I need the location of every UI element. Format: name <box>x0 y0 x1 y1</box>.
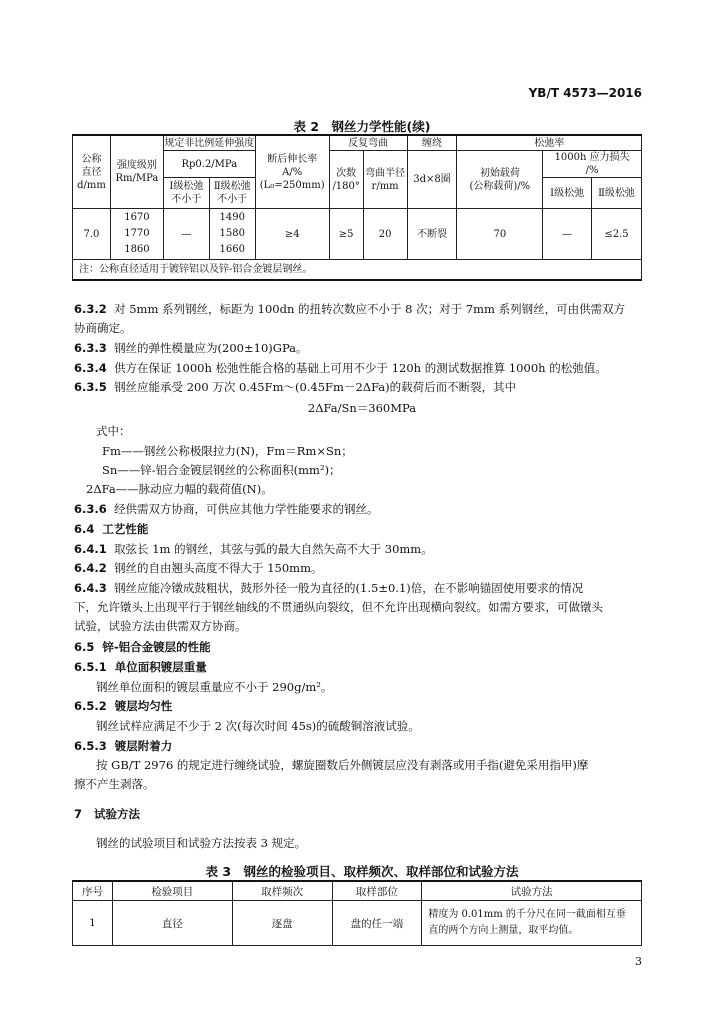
col-method: 试验方法 <box>422 881 642 901</box>
section-6-3-2-cont: 协商确定。 <box>74 321 132 335</box>
section-6-4-3-cont1: 下，允许镦头上出现平行于钢丝轴线的不贯通纵向裂纹，但不允许出现横向裂纹。如需方要求，可做镦头 <box>74 600 603 614</box>
yield-symbol: Rp0.2/MPa <box>163 151 255 178</box>
col-relaxation: 松弛率 <box>457 135 642 151</box>
col-bending: 反复弯曲 <box>329 135 407 151</box>
standard-number: YB/T 4573—2016 <box>528 86 642 100</box>
definition-fm: Fm——钢丝公称极限拉力(N)，Fm＝Rm×Sn； <box>102 444 353 458</box>
section-6-3-2: 6.3.2 对 5mm 系列钢丝，标距为 100dn 的扭转次数应不小于 8 次；对于 7mm 系列钢丝，可由供需双方 <box>74 302 626 316</box>
section-6-5-2-heading: 6.5.2 镀层均匀性 <box>74 699 173 713</box>
col-yield-strength: 规定非比例延伸强度 <box>163 135 255 151</box>
col-yield-class2: Ⅱ级松弛 不小于 <box>209 178 255 209</box>
col-loss-class1: Ⅰ级松弛 <box>543 178 592 209</box>
col-location: 取样部位 <box>332 881 422 901</box>
section-7-body: 钢丝的试验项目和试验方法按表 3 规定。 <box>96 836 307 850</box>
col-yield-class1: Ⅰ级松弛 不小于 <box>163 178 209 209</box>
formula: 2ΔFa/Sn＝360MPa <box>307 401 417 415</box>
table2-caption: 表 2 钢丝力学性能(续) <box>293 119 431 134</box>
table3 <box>72 880 642 946</box>
section-7-heading: 7 试验方法 <box>74 807 141 821</box>
section-6-4-3: 6.4.3 钢丝应能冷镦成鼓粗状，鼓形外径一般为直径的(1.5±0.1)倍，在不影响锚固使用要求的情况 <box>74 581 584 595</box>
section-6-3-5: 6.3.5 钢丝应能承受 200 万次 0.45Fm～(0.45Fm－2ΔFa)的载荷后而不断裂，其中 <box>74 380 517 394</box>
page-number: 3 <box>635 955 642 968</box>
section-6-4-heading: 6.4 工艺性能 <box>74 522 149 536</box>
col-elongation: 断后伸长率 A/% (L₀=250mm) <box>255 135 329 209</box>
table2 <box>72 134 642 281</box>
section-6-4-1: 6.4.1 取弦长 1m 的钢丝，其弦与弧的最大自然矢高不大于 30mm。 <box>74 542 433 556</box>
definition-2dfa: 2ΔFa——脉动应力幅的载荷值(N)。 <box>86 482 273 496</box>
section-6-4-2: 6.4.2 钢丝的自由翘头高度不得大于 150mm。 <box>74 561 323 575</box>
section-6-5-3-cont: 擦不产生剥落。 <box>74 777 155 791</box>
col-loss-class2: Ⅱ级松弛 <box>592 178 642 209</box>
col-frequency: 取样频次 <box>232 881 332 901</box>
col-loss-1000h: 1000h 应力损失 /% <box>543 151 642 178</box>
table-row: 1 直径 逐盘 盘的任一端 精度为 0.01mm 的千分尺在同一截面相互垂 直的两个方向上测量，取平均值。 <box>73 901 642 946</box>
section-6-3-6: 6.3.6 经供需双方协商，可供应其他力学性能要求的钢丝。 <box>74 502 379 516</box>
col-item: 检验项目 <box>112 881 232 901</box>
section-6-5-3-heading: 6.5.3 镀层附着力 <box>74 739 173 753</box>
section-6-5-1-body: 钢丝单位面积的镀层重量应不小于 290g/m²。 <box>96 680 333 694</box>
section-6-3-3: 6.3.3 钢丝的弹性模量应为(200±10)GPa。 <box>74 341 308 355</box>
col-bend-radius: 弯曲半径 r/mm <box>363 151 407 209</box>
section-6-5-heading: 6.5 锌-铝合金镀层的性能 <box>74 640 211 654</box>
col-wrapping: 缠绕 <box>407 135 457 151</box>
section-6-5-2-body: 钢丝试样应满足不少于 2 次(每次时间 45s)的硫酸铜溶液试验。 <box>96 719 420 733</box>
col-bend-count: 次数 /180° <box>329 151 363 209</box>
where-label: 式中： <box>96 424 131 438</box>
section-6-3-4: 6.3.4 供方在保证 1000h 松弛性能合格的基础上可用不少于 120h 的测试数据推算 1000h 的松弛值。 <box>74 361 607 375</box>
table2-note: 注：公称直径适用于镀锌铝以及锌-铝合金镀层钢丝。 <box>73 260 642 281</box>
definition-sn: Sn——锌-铝合金镀层钢丝的公称面积(mm²)； <box>102 463 341 477</box>
table3-caption: 表 3 钢丝的检验项目、取样频次、取样部位和试验方法 <box>205 864 519 879</box>
col-sequence: 序号 <box>73 881 113 901</box>
section-6-4-3-cont2: 试验，试验方法由供需双方协商。 <box>74 619 247 633</box>
col-nominal-diameter: 公称 直径 d/mm <box>73 135 111 209</box>
section-6-5-3-body: 按 GB/T 2976 的规定进行缠绕试验，螺旋圈数后外侧镀层应没有剥落或用手指(避免采用指甲)摩 <box>96 758 589 772</box>
section-6-5-1-heading: 6.5.1 单位面积镀层重量 <box>74 660 207 674</box>
col-initial-load: 初始载荷 (公称载荷)/% <box>457 151 543 209</box>
col-strength-grade: 强度级别 Rm/MPa <box>110 135 163 209</box>
col-wrapping-spec: 3d×8圈 <box>407 151 457 209</box>
table-row: 7.0 1670 1770 1860 — 1490 1580 1660 ≥4 ≥5 20 不断裂 70 — ≤2.5 <box>73 209 642 260</box>
